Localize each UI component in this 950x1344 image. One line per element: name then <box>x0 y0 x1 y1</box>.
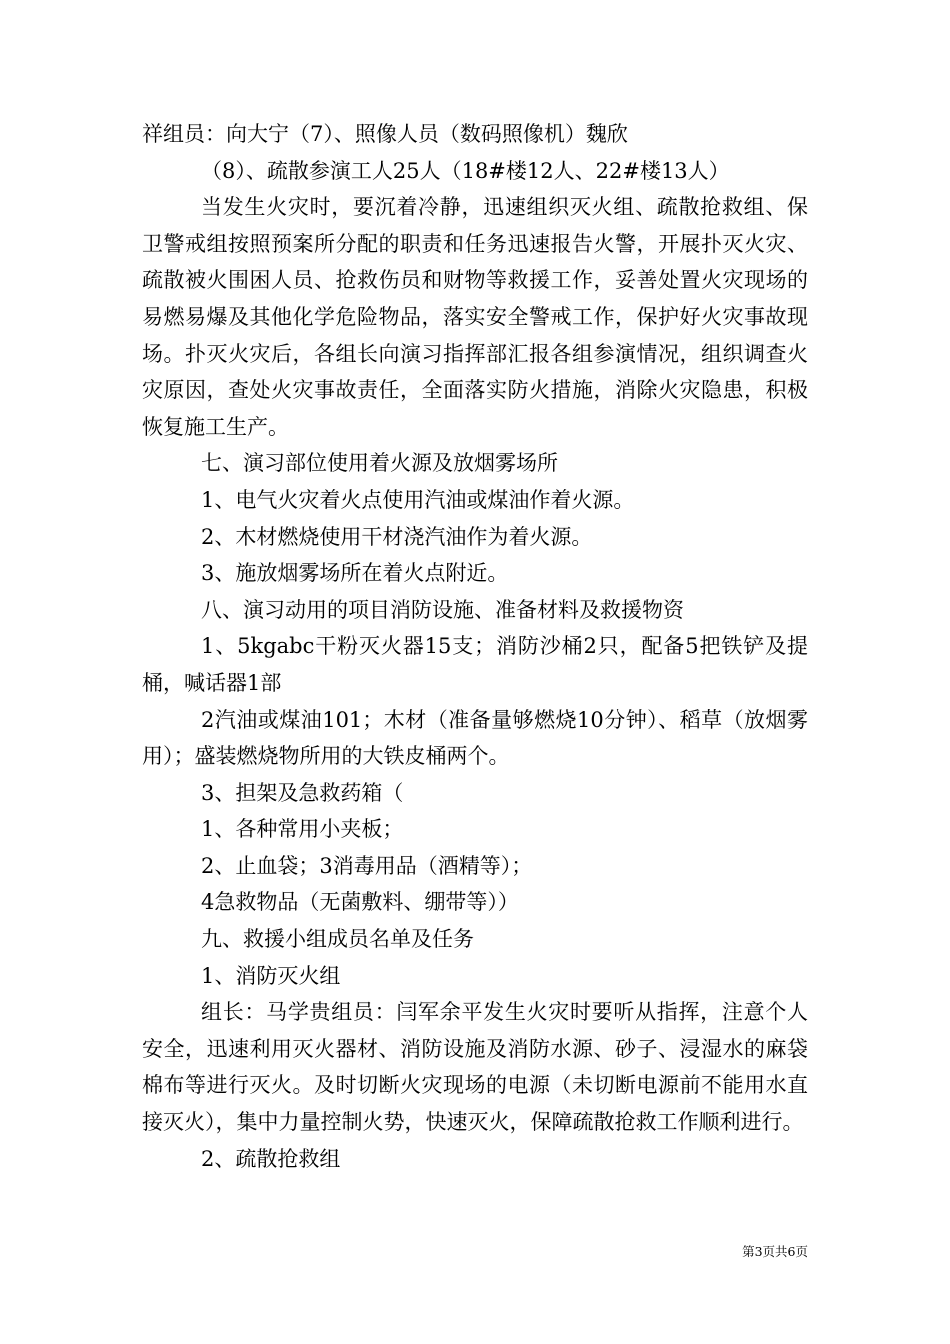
paragraph-fire-response: 当发生火灾时，要沉着冷静，迅速组织灭火组、疏散抢救组、保卫警戒组按照预案所分配的职责和任务迅速报告火警，开展扑灭火灾、疏散被火围困人员、抢救伤员和财物等救援工作，妥善处置火灾现场的易燃易爆及其他化学危险物品，落实安全警戒工作，保护好火灾事故现场。扑灭火灾后，各组长向演习指挥部汇报各组参演情况，组织调查火灾原因，查处火灾事故责任，全面落实防火措施，消除火灾隐患，积极恢复施工生产。 <box>142 195 808 439</box>
subsection-heading: 2、疏散抢救组 <box>201 1146 341 1171</box>
list-item: 2、止血袋；3消毒用品（酒精等）； <box>201 853 533 878</box>
list-item: 3、施放烟雾场所在着火点附近。 <box>201 561 509 586</box>
section-heading-8: 八、演习动用的项目消防设施、准备材料及救援物资 <box>201 597 684 622</box>
list-item: 2汽油或煤油101；木材（准备量够燃烧10分钟）、稻草（放烟雾用）；盛装燃烧物所用的大铁皮桶两个。 <box>142 707 808 769</box>
section-heading-7: 七、演习部位使用着火源及放烟雾场所 <box>201 451 558 476</box>
page-number: 第3页共6页 <box>742 1244 808 1259</box>
paragraph-evacuation-workers: （8）、疏散参演工人25人（18#楼12人、22#楼13人） <box>201 158 730 183</box>
list-item: 4急救物品（无菌敷料、绷带等）） <box>201 890 519 915</box>
list-item: 2、木材燃烧使用干材浇汽油作为着火源。 <box>201 524 593 549</box>
subsection-heading: 1、消防灭火组 <box>201 963 341 988</box>
document-body <box>142 116 808 1177</box>
list-item: 1、电气火灾着火点使用汽油或煤油作着火源。 <box>201 487 635 512</box>
list-item: 1、各种常用小夹板； <box>201 817 404 842</box>
section-heading-9: 九、救援小组成员名单及任务 <box>201 927 474 952</box>
paragraph-firefighting-team: 组长：马学贵组员：闫军余平发生火灾时要听从指挥，注意个人安全，迅速利用灭火器材、消防设施及消防水源、砂子、浸湿水的麻袋棉布等进行灭火。及时切断火灾现场的电源（未切断电源前不能用水直接灭火），集中力量控制火势，快速灭火，保障疏散抢救工作顺利进行。 <box>142 1000 808 1135</box>
paragraph-continuation: 祥组员：向大宁（7）、照像人员（数码照像机）魏欣 <box>142 122 628 146</box>
list-item: 3、担架及急救药箱（ <box>201 780 404 805</box>
list-item: 1、5kgabc干粉灭火器15支；消防沙桶2只，配备5把铁铲及提桶，喊话器1部 <box>142 634 808 695</box>
